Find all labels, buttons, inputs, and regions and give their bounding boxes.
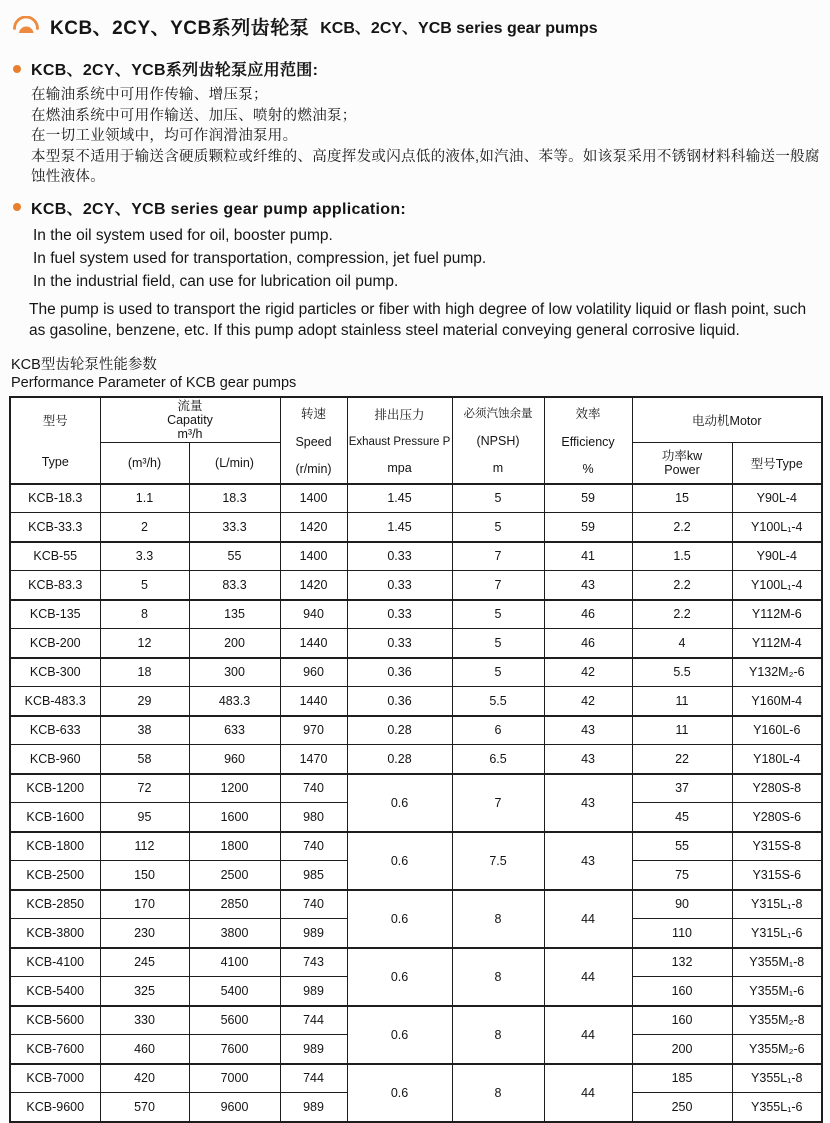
page-title-en: KCB、2CY、YCB series gear pumps xyxy=(320,19,598,37)
cell-mpa: 0.33 xyxy=(347,600,452,629)
cell-npsh: 5 xyxy=(452,484,544,513)
cell-power: 200 xyxy=(632,1035,732,1064)
cell-speed: 743 xyxy=(280,948,347,977)
header-label: m³/h xyxy=(177,426,203,441)
header-label: Type xyxy=(41,455,69,469)
cell-m3h: 72 xyxy=(100,774,189,803)
cell-speed: 740 xyxy=(280,774,347,803)
table-row xyxy=(10,890,822,919)
cell-type: KCB-33.3 xyxy=(10,513,100,542)
cell-npsh: 7.5 xyxy=(452,832,544,890)
cell-lmin: 2850 xyxy=(189,890,280,919)
cell-speed: 989 xyxy=(280,1093,347,1122)
en-section-heading xyxy=(13,196,821,219)
cell-speed: 740 xyxy=(280,890,347,919)
col-header-m3h: (m³/h) xyxy=(100,443,189,484)
cell-speed: 970 xyxy=(280,716,347,745)
cell-m3h: 150 xyxy=(100,861,189,890)
table-row xyxy=(10,571,822,600)
cell-m3h: 38 xyxy=(100,716,189,745)
cell-mpa: 0.6 xyxy=(347,1064,452,1122)
cell-motor: Y355L₁-8 xyxy=(732,1064,822,1093)
cell-motor: Y132M₂-6 xyxy=(732,658,822,687)
cell-m3h: 3.3 xyxy=(100,542,189,571)
cell-motor: Y355M₂-6 xyxy=(732,1035,822,1064)
cell-mpa: 0.6 xyxy=(347,948,452,1006)
cell-lmin: 960 xyxy=(189,745,280,774)
cell-type: KCB-300 xyxy=(10,658,100,687)
table-row xyxy=(10,745,822,774)
performance-table xyxy=(9,396,823,1123)
table-row xyxy=(10,629,822,658)
cell-motor: Y90L-4 xyxy=(732,484,822,513)
cell-motor: Y160M-4 xyxy=(732,687,822,716)
cell-type: KCB-200 xyxy=(10,629,100,658)
cell-motor: Y280S-8 xyxy=(732,774,822,803)
cell-mpa: 0.6 xyxy=(347,832,452,890)
cell-npsh: 8 xyxy=(452,1006,544,1064)
cell-lmin: 200 xyxy=(189,629,280,658)
cell-npsh: 5 xyxy=(452,600,544,629)
header-label: 效率 xyxy=(575,407,601,422)
table-row xyxy=(10,1064,822,1093)
cell-power: 5.5 xyxy=(632,658,732,687)
zh-section-heading xyxy=(13,57,821,80)
cell-speed: 989 xyxy=(280,919,347,948)
col-header-lmin: (L/min) xyxy=(189,443,280,484)
text-line: 在一切工业领域中，均可作润滑油泵用。 xyxy=(31,128,298,144)
cell-power: 2.2 xyxy=(632,600,732,629)
cell-speed: 960 xyxy=(280,658,347,687)
cell-lmin: 633 xyxy=(189,716,280,745)
cell-type: KCB-2850 xyxy=(10,890,100,919)
cell-type: KCB-83.3 xyxy=(10,571,100,600)
cell-lmin: 33.3 xyxy=(189,513,280,542)
table-row xyxy=(10,716,822,745)
cell-mpa: 1.45 xyxy=(347,513,452,542)
cell-npsh: 7 xyxy=(452,774,544,832)
cell-type: KCB-633 xyxy=(10,716,100,745)
cell-m3h: 420 xyxy=(100,1064,189,1093)
cell-type: KCB-1800 xyxy=(10,832,100,861)
cell-motor: Y112M-6 xyxy=(732,600,822,629)
cell-motor: Y100L₁-4 xyxy=(732,571,822,600)
cell-lmin: 7600 xyxy=(189,1035,280,1064)
cell-motor: Y355M₁-8 xyxy=(732,948,822,977)
cell-lmin: 1200 xyxy=(189,774,280,803)
cell-speed: 985 xyxy=(280,861,347,890)
sunrise-logo-icon xyxy=(11,16,41,37)
cell-lmin: 1800 xyxy=(189,832,280,861)
cell-npsh: 5 xyxy=(452,629,544,658)
cell-speed: 744 xyxy=(280,1006,347,1035)
col-header-pressure xyxy=(347,397,452,484)
cell-m3h: 460 xyxy=(100,1035,189,1064)
cell-mpa: 0.33 xyxy=(347,571,452,600)
cell-power: 22 xyxy=(632,745,732,774)
cell-npsh: 7 xyxy=(452,542,544,571)
header-label: m xyxy=(492,461,504,476)
header-label: mpa xyxy=(387,461,412,476)
cell-motor: Y355L₁-6 xyxy=(732,1093,822,1122)
cell-motor: Y100L₁-4 xyxy=(732,513,822,542)
header-label: 型号 xyxy=(42,414,68,428)
cell-type: KCB-1600 xyxy=(10,803,100,832)
cell-lmin: 9600 xyxy=(189,1093,280,1122)
header-label: 电动机Motor xyxy=(692,413,762,428)
table-title-zh: KCB型齿轮泵性能参数 xyxy=(11,356,157,373)
cell-m3h: 58 xyxy=(100,745,189,774)
col-header-motor-group xyxy=(632,397,822,443)
bullet-icon xyxy=(13,65,21,73)
cell-m3h: 330 xyxy=(100,1006,189,1035)
table-row xyxy=(10,832,822,861)
cell-type: KCB-1200 xyxy=(10,774,100,803)
cell-eff: 43 xyxy=(544,745,632,774)
cell-npsh: 5 xyxy=(452,658,544,687)
cell-lmin: 300 xyxy=(189,658,280,687)
header-label: 功率kw xyxy=(661,448,703,463)
bullet-icon xyxy=(13,203,21,211)
cell-mpa: 0.6 xyxy=(347,774,452,832)
header-label: Speed xyxy=(295,434,332,449)
cell-eff: 42 xyxy=(544,687,632,716)
header-label: Power xyxy=(664,462,700,477)
table-row xyxy=(10,658,822,687)
cell-speed: 740 xyxy=(280,832,347,861)
table-row xyxy=(10,542,822,571)
text-line: 在输油系统中可用作传输、增压泵； xyxy=(31,87,268,103)
table-titles xyxy=(11,356,821,392)
cell-power: 90 xyxy=(632,890,732,919)
cell-m3h: 29 xyxy=(100,687,189,716)
cell-speed: 1400 xyxy=(280,484,347,513)
cell-m3h: 325 xyxy=(100,977,189,1006)
text-line: In the industrial field, can use for lubrication oil pump. xyxy=(33,272,399,290)
cell-power: 11 xyxy=(632,687,732,716)
cell-m3h: 245 xyxy=(100,948,189,977)
table-title-en: Performance Parameter of KCB gear pumps xyxy=(11,374,297,391)
col-header-efficiency xyxy=(544,397,632,484)
doc-header xyxy=(11,12,821,40)
cell-mpa: 0.33 xyxy=(347,542,452,571)
cell-motor: Y160L-6 xyxy=(732,716,822,745)
cell-lmin: 1600 xyxy=(189,803,280,832)
text-line: In the oil system used for oil, booster pump. xyxy=(33,226,333,244)
cell-type: KCB-3800 xyxy=(10,919,100,948)
cell-eff: 44 xyxy=(544,1064,632,1122)
cell-type: KCB-960 xyxy=(10,745,100,774)
cell-mpa: 1.45 xyxy=(347,484,452,513)
header-label: 流量 xyxy=(177,398,203,413)
cell-type: KCB-18.3 xyxy=(10,484,100,513)
cell-mpa: 0.28 xyxy=(347,745,452,774)
cell-power: 160 xyxy=(632,1006,732,1035)
cell-lmin: 3800 xyxy=(189,919,280,948)
header-label: 转速 xyxy=(301,407,327,422)
cell-m3h: 1.1 xyxy=(100,484,189,513)
header-label: Capatity xyxy=(167,412,213,427)
header-label: % xyxy=(582,461,594,476)
col-header-capacity xyxy=(100,397,280,443)
cell-power: 1.5 xyxy=(632,542,732,571)
cell-motor: Y315S-8 xyxy=(732,832,822,861)
cell-type: KCB-4100 xyxy=(10,948,100,977)
cell-lmin: 4100 xyxy=(189,948,280,977)
cell-type: KCB-135 xyxy=(10,600,100,629)
cell-speed: 1420 xyxy=(280,513,347,542)
cell-type: KCB-7000 xyxy=(10,1064,100,1093)
zh-section-body xyxy=(31,85,826,188)
cell-motor: Y315S-6 xyxy=(732,861,822,890)
cell-power: 110 xyxy=(632,919,732,948)
cell-lmin: 7000 xyxy=(189,1064,280,1093)
col-header-type xyxy=(10,397,100,484)
table-row xyxy=(10,1006,822,1035)
cell-speed: 1420 xyxy=(280,571,347,600)
header-label: (NPSH) xyxy=(476,433,520,448)
cell-mpa: 0.36 xyxy=(347,658,452,687)
en-section-paragraph: The pump is used to transport the rigid particles or fiber with high degree of low volatility liquid or flash point, such as gasoline, benzene, etc. If this pump adopt stainless steel material conveying general corrosive liquid. xyxy=(29,300,807,339)
cell-mpa: 0.33 xyxy=(347,629,452,658)
cell-lmin: 2500 xyxy=(189,861,280,890)
cell-power: 11 xyxy=(632,716,732,745)
cell-m3h: 18 xyxy=(100,658,189,687)
col-header-npsh xyxy=(452,397,544,484)
en-section-heading-text: KCB、2CY、YCB series gear pump application: xyxy=(31,200,407,218)
cell-motor: Y315L₁-8 xyxy=(732,890,822,919)
zh-section-heading-text: KCB、2CY、YCB系列齿轮泵应用范围: xyxy=(31,62,319,79)
cell-power: 45 xyxy=(632,803,732,832)
cell-type: KCB-483.3 xyxy=(10,687,100,716)
cell-lmin: 483.3 xyxy=(189,687,280,716)
cell-speed: 940 xyxy=(280,600,347,629)
page-title-zh: KCB、2CY、YCB系列齿轮泵 xyxy=(50,17,310,39)
cell-motor: Y315L₁-6 xyxy=(732,919,822,948)
cell-m3h: 2 xyxy=(100,513,189,542)
cell-power: 4 xyxy=(632,629,732,658)
cell-type: KCB-7600 xyxy=(10,1035,100,1064)
cell-motor: Y280S-6 xyxy=(732,803,822,832)
cell-lmin: 135 xyxy=(189,600,280,629)
cell-m3h: 230 xyxy=(100,919,189,948)
cell-lmin: 5600 xyxy=(189,1006,280,1035)
table-row xyxy=(10,513,822,542)
cell-eff: 43 xyxy=(544,716,632,745)
cell-m3h: 112 xyxy=(100,832,189,861)
cell-speed: 1440 xyxy=(280,687,347,716)
cell-eff: 44 xyxy=(544,1006,632,1064)
cell-mpa: 0.36 xyxy=(347,687,452,716)
cell-type: KCB-9600 xyxy=(10,1093,100,1122)
cell-lmin: 5400 xyxy=(189,977,280,1006)
cell-eff: 43 xyxy=(544,832,632,890)
en-section-body xyxy=(33,225,825,293)
table-row xyxy=(10,687,822,716)
text-line: 本型泵不适用于输送含硬质颗粒或纤维的、高度挥发或闪点低的液体,如汽油、苯等。如该泵采用不锈钢材料科输送一般腐蚀性液体。 xyxy=(31,148,820,185)
table-row xyxy=(10,600,822,629)
cell-speed: 989 xyxy=(280,1035,347,1064)
cell-eff: 44 xyxy=(544,890,632,948)
header-label: 排出压力 xyxy=(374,407,425,422)
cell-type: KCB-55 xyxy=(10,542,100,571)
cell-m3h: 12 xyxy=(100,629,189,658)
cell-motor: Y90L-4 xyxy=(732,542,822,571)
cell-motor: Y355M₁-6 xyxy=(732,977,822,1006)
cell-speed: 1400 xyxy=(280,542,347,571)
text-line: In fuel system used for transportation, compression, jet fuel pump. xyxy=(33,249,487,267)
cell-power: 55 xyxy=(632,832,732,861)
cell-speed: 1440 xyxy=(280,629,347,658)
cell-power: 160 xyxy=(632,977,732,1006)
cell-eff: 43 xyxy=(544,571,632,600)
col-header-speed xyxy=(280,397,347,484)
cell-power: 2.2 xyxy=(632,571,732,600)
cell-eff: 44 xyxy=(544,948,632,1006)
header-label: 必须汽蚀余量 xyxy=(463,407,533,420)
cell-npsh: 5 xyxy=(452,513,544,542)
cell-lmin: 18.3 xyxy=(189,484,280,513)
cell-eff: 59 xyxy=(544,513,632,542)
cell-speed: 980 xyxy=(280,803,347,832)
cell-eff: 41 xyxy=(544,542,632,571)
cell-m3h: 5 xyxy=(100,571,189,600)
cell-lmin: 83.3 xyxy=(189,571,280,600)
cell-power: 15 xyxy=(632,484,732,513)
cell-npsh: 8 xyxy=(452,890,544,948)
col-header-power xyxy=(632,443,732,484)
pump-table-body xyxy=(10,484,822,1122)
table-row xyxy=(10,484,822,513)
cell-type: KCB-2500 xyxy=(10,861,100,890)
cell-power: 250 xyxy=(632,1093,732,1122)
cell-speed: 989 xyxy=(280,977,347,1006)
cell-eff: 42 xyxy=(544,658,632,687)
cell-power: 2.2 xyxy=(632,513,732,542)
cell-power: 37 xyxy=(632,774,732,803)
cell-power: 132 xyxy=(632,948,732,977)
cell-speed: 1470 xyxy=(280,745,347,774)
cell-npsh: 6.5 xyxy=(452,745,544,774)
cell-eff: 46 xyxy=(544,629,632,658)
cell-m3h: 170 xyxy=(100,890,189,919)
cell-npsh: 8 xyxy=(452,948,544,1006)
cell-motor: Y180L-4 xyxy=(732,745,822,774)
cell-m3h: 570 xyxy=(100,1093,189,1122)
cell-eff: 59 xyxy=(544,484,632,513)
text-line: 在燃油系统中可用作输送、加压、喷射的燃油泵； xyxy=(31,107,357,124)
cell-motor: Y355M₂-8 xyxy=(732,1006,822,1035)
cell-mpa: 0.6 xyxy=(347,890,452,948)
col-header-motor-type: 型号Type xyxy=(732,443,822,484)
header-label: Efficiency xyxy=(561,434,615,449)
cell-npsh: 7 xyxy=(452,571,544,600)
header-label: Exhaust Pressure P xyxy=(348,435,451,448)
table-row xyxy=(10,948,822,977)
cell-motor: Y112M-4 xyxy=(732,629,822,658)
cell-speed: 744 xyxy=(280,1064,347,1093)
cell-eff: 43 xyxy=(544,774,632,832)
cell-type: KCB-5400 xyxy=(10,977,100,1006)
cell-eff: 46 xyxy=(544,600,632,629)
cell-mpa: 0.6 xyxy=(347,1006,452,1064)
cell-power: 75 xyxy=(632,861,732,890)
cell-m3h: 95 xyxy=(100,803,189,832)
cell-mpa: 0.28 xyxy=(347,716,452,745)
table-row xyxy=(10,774,822,803)
cell-m3h: 8 xyxy=(100,600,189,629)
header-label: (r/min) xyxy=(295,461,332,476)
cell-npsh: 5.5 xyxy=(452,687,544,716)
cell-npsh: 6 xyxy=(452,716,544,745)
cell-npsh: 8 xyxy=(452,1064,544,1122)
cell-power: 185 xyxy=(632,1064,732,1093)
cell-lmin: 55 xyxy=(189,542,280,571)
cell-type: KCB-5600 xyxy=(10,1006,100,1035)
